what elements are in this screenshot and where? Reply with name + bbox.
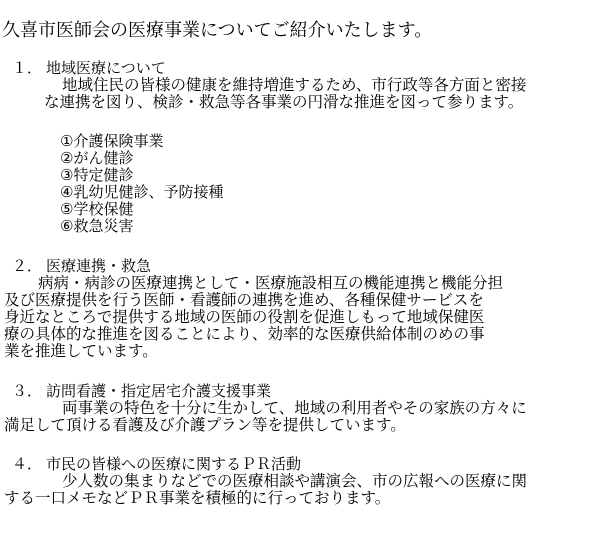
section-heading [0,456,600,473]
section-title: 地域医療について [46,59,166,77]
section-number: ２． [12,257,43,275]
body-line: 業を推進しています。 [4,342,158,360]
section-home-nursing [0,383,600,434]
body-line: 身近なところで提供する地域の医師の役割を促進しもって地域保健医 [4,308,485,326]
section-number: １． [12,59,43,77]
list-item: ①介護保険事業 [60,132,164,150]
section-heading [0,383,600,400]
section-title: 訪問看護・指定居宅介護支援事業 [46,382,272,400]
body-line: 療の具体的な推進を図ることにより、効率的な医療供給体制のめの事 [4,325,485,343]
section-regional-medicine [0,60,600,111]
list-item: ⑥救急災害 [60,217,134,235]
body-line: する一口メモなどＰＲ事業を積極的に行っております。 [4,489,391,507]
body-line: 地域住民の皆様の健康を維持増進するため、市行政等各方面と密接 [62,76,527,94]
section-medical-cooperation [0,258,600,360]
service-list [60,133,223,235]
body-line: 両事業の特色を十分に生かして、地域の利用者やその家族の方々に [62,399,527,417]
section-heading [0,258,600,275]
section-title: 医療連携・救急 [46,257,152,275]
body-line: な連携を図り、検診・救急等各事業の円滑な推進を図って参ります。 [44,93,524,111]
list-item: ④乳幼児健診、予防接種 [60,183,224,201]
list-item: ②がん健診 [60,149,134,167]
section-body [0,77,600,111]
body-line: 病病・病診の医療連携として・医療施設相互の機能連携と機能分担 [38,274,504,292]
section-body [0,275,600,360]
section-number: ４． [12,455,43,473]
list-item: ⑤学校保健 [60,200,134,218]
page-title: 久喜市医師会の医療事業についてご紹介いたします。 [2,20,433,41]
section-body [0,473,600,507]
body-line: 少人数の集まりなどでの医療相談や講演会、市の広報への医療に関 [62,472,528,490]
body-line: 及び医療提供を行う医師・看護師の連携を進め、各種保健サービスを [4,291,484,309]
list-item: ③特定健診 [60,166,134,184]
section-public-relations [0,456,600,507]
section-heading [0,60,600,77]
section-number: ３． [12,382,43,400]
section-body [0,400,600,434]
body-line: 満足して頂ける看護及び介護プラン等を提供しています。 [4,416,406,434]
section-title: 市民の皆様への医療に関するＰＲ活動 [46,455,302,473]
